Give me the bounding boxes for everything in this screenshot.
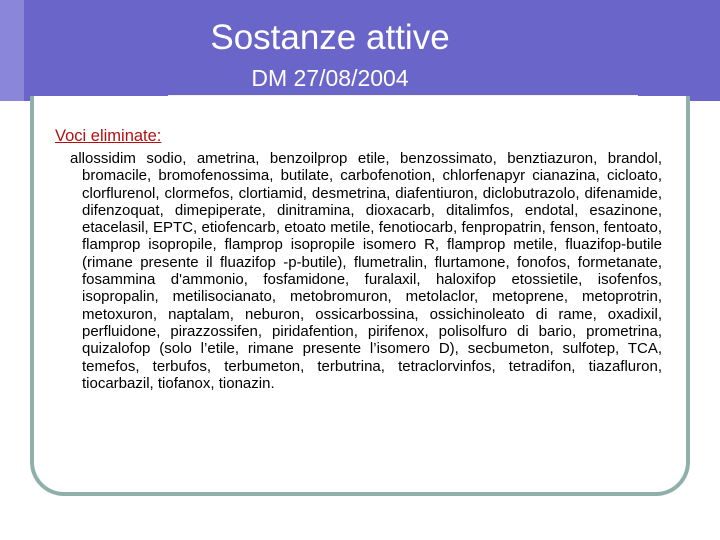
list-heading: Voci eliminate:: [55, 127, 162, 145]
slide-title: Sostanze attive: [210, 18, 450, 57]
slide-subtitle: DM 27/08/2004: [251, 65, 409, 91]
active-substances-list: allossidim sodio, ametrina, benzoilprop etile, benzossimato, benztiazuron, brandol, bromacile, bromofenossima, butilate, carbofenotion, chlorfenapyr cianazina, cicloato, clorflurenol, clormefos, clortiamid, desmetrina, diafentiuron, diclobutrazolo, difenamide, difenzoquat, dimepiperate, dinitramina, dioxacarb, ditalimfos, endotal, esazinone, etacelasil, EPTC, etiofencarb, etoato metile, fenotiocarb, fenpropatrin, fenson, fentoato, flamprop isopropile, flamprop isopropile isomero R, flamprop metile, fluazifop-butile (rimane presente il fluazifop -p-butile), flumetralin, flurtamone, fonofos, formetanate, fosammina d'ammonio, fosfamidone, furalaxil, haloxifop etossietile, isofenfos, isopropalin, metilisocianato, metobromuron, metolaclor, metoprene, metoprotrin, metoxuron, naptalam, neburon, ossicarbossina, ossichinoleato di rame, oxadixil, perfluidone, pirazzossifen, piridafention, pirifenox, polisolfuro di bario, prometrina, quizalofop (solo l’etile, rimane presente l’isomero D), secbumeton, sulfotep, TCA, temefos, terbufos, terbumeton, terbutrina, tetraclorvinfos, tetradifon, tiazafluron, tiocarbazil, tiofanox, tionazin.: [70, 150, 662, 392]
